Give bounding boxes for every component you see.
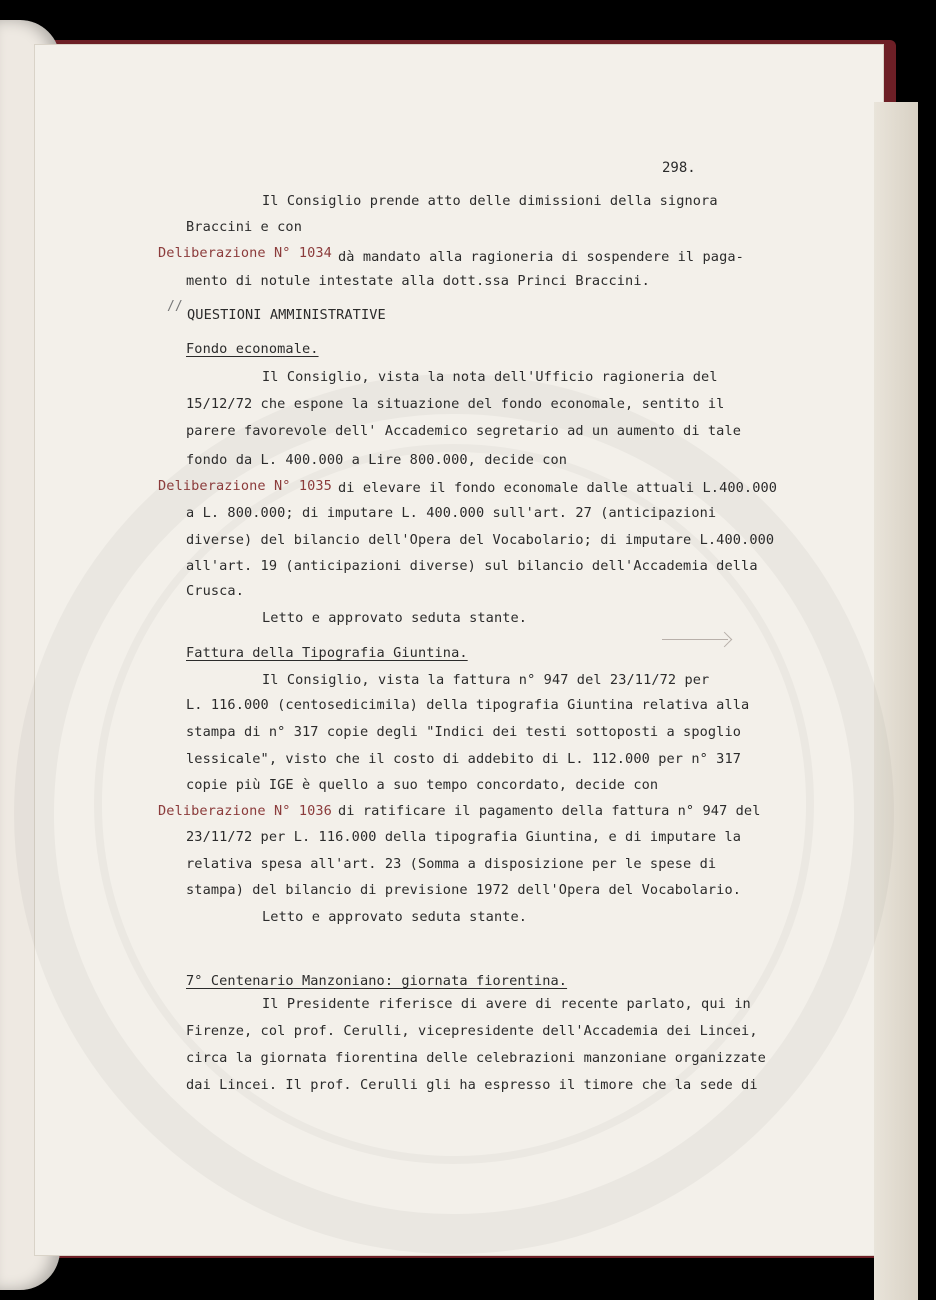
text-line: copie più IGE è quello a suo tempo concordato, decide con	[186, 777, 659, 793]
text-line: lessicale", visto che il costo di addebito di L. 112.000 per n° 317	[186, 751, 742, 767]
section-heading: 7° Centenario Manzoniano: giornata fiorentina.	[186, 973, 568, 989]
text-line: circa la giornata fiorentina delle celebrazioni manzoniane organizzate	[186, 1050, 766, 1066]
section-heading: Fondo economale.	[186, 341, 319, 357]
deliberation-label: Deliberazione N° 1035	[158, 478, 332, 494]
text-line: parere favorevole dell' Accademico segretario ad un aumento di tale	[186, 423, 742, 439]
section-heading: Fattura della Tipografia Giuntina.	[186, 645, 468, 661]
text-line: L. 116.000 (centosedicimila) della tipografia Giuntina relativa alla	[186, 697, 750, 713]
text-line: QUESTIONI AMMINISTRATIVE	[187, 307, 386, 323]
text-line: Letto e approvato seduta stante.	[262, 610, 528, 626]
text-line: stampa di n° 317 copie degli "Indici dei testi sottoposti a spoglio	[186, 724, 742, 740]
text-line: all'art. 19 (anticipazioni diverse) sul bilancio dell'Accademia della	[186, 558, 758, 574]
text-line: dà mandato alla ragioneria di sospendere il paga-	[338, 249, 744, 265]
text-line: a L. 800.000; di imputare L. 400.000 sull'art. 27 (anticipazioni	[186, 505, 717, 521]
text-line: 15/12/72 che espone la situazione del fondo economale, sentito il	[186, 396, 725, 412]
margin-arrow-icon	[662, 639, 728, 640]
text-line: Braccini e con	[186, 219, 302, 235]
text-line: 23/11/72 per L. 116.000 della tipografia Giuntina, e di imputare la	[186, 829, 742, 845]
text-line: diverse) del bilancio dell'Opera del Vocabolario; di imputare L.400.000	[186, 532, 775, 548]
text-line: Il Consiglio prende atto delle dimissioni della signora	[262, 193, 718, 209]
deliberation-label: Deliberazione N° 1034	[158, 245, 332, 261]
page-number: 298.	[662, 160, 696, 176]
text-line: di ratificare il pagamento della fattura n° 947 del	[338, 803, 761, 819]
text-line: dai Lincei. Il prof. Cerulli gli ha espresso il timore che la sede di	[186, 1077, 758, 1093]
text-line: relativa spesa all'art. 23 (Somma a disposizione per le spese di	[186, 856, 717, 872]
text-line: di elevare il fondo economale dalle attuali L.400.000	[338, 480, 778, 496]
text-line: fondo da L. 400.000 a Lire 800.000, decide con	[186, 452, 568, 468]
deliberation-label: Deliberazione N° 1036	[158, 803, 332, 819]
text-line: Il Presidente riferisce di avere di recente parlato, qui in	[262, 996, 751, 1012]
margin-mark: //	[167, 299, 183, 314]
text-line: Il Consiglio, vista la nota dell'Ufficio ragioneria del	[262, 369, 718, 385]
page-edge	[874, 102, 918, 1300]
text-line: stampa) del bilancio di previsione 1972 dell'Opera del Vocabolario.	[186, 882, 742, 898]
text-line: Il Consiglio, vista la fattura n° 947 del 23/11/72 per	[262, 672, 710, 688]
text-line: Letto e approvato seduta stante.	[262, 909, 528, 925]
text-line: Crusca.	[186, 583, 244, 599]
text-line: Firenze, col prof. Cerulli, vicepresidente dell'Accademia dei Lincei,	[186, 1023, 758, 1039]
text-line: mento di notule intestate alla dott.ssa Princi Braccini.	[186, 273, 650, 289]
